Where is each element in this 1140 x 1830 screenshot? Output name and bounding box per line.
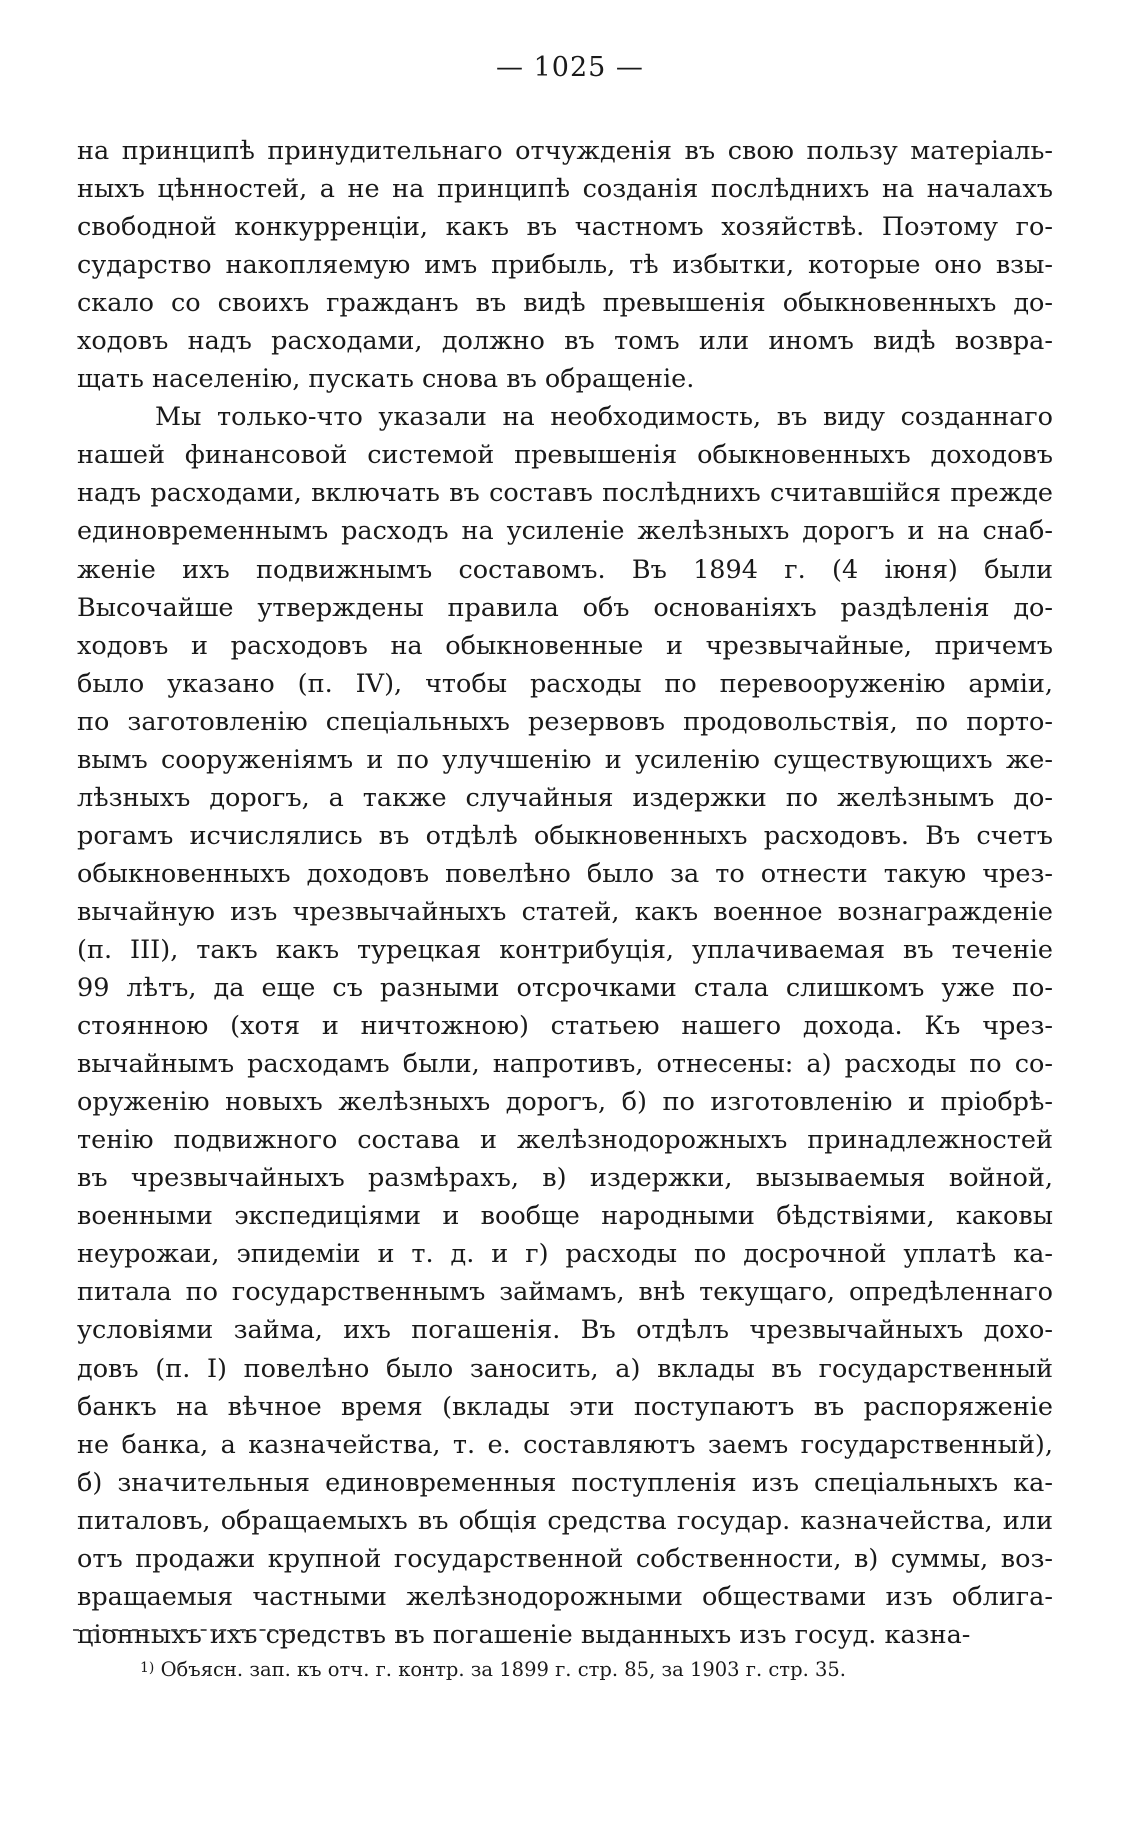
- text-line: ныхъ цѣнностей, а не на принципѣ созданія послѣднихъ на началахъ: [77, 174, 1053, 205]
- paragraph-2: [77, 398, 1053, 1654]
- text-line: на принципѣ принудительнаго отчужденія въ свою пользу матеріаль-: [77, 136, 1053, 166]
- text-line: было указано (п. IV), чтобы расходы по перевооруженію арміи,: [77, 668, 1053, 699]
- body-text: [77, 132, 1053, 1654]
- text-line: ходовъ и расходовъ на обыкновенные и чрезвычайные, причемъ: [77, 630, 1053, 661]
- footnote: [140, 1655, 846, 1685]
- text-line: щать населенію, пускать снова въ обращеніе.: [77, 364, 695, 395]
- text-line: б) значительныя единовременныя поступленія изъ спеціальныхъ ка-: [77, 1467, 1053, 1498]
- text-line: банкъ на вѣчное время (вклады эти поступаютъ въ распоряженіе: [77, 1391, 1053, 1422]
- text-line: сударство накопляемую имъ прибыль, тѣ избытки, которые оно взы-: [77, 250, 1053, 281]
- footnote-text: Объясн. зап. къ отч. г. контр. за 1899 г. стр. 85, за 1903 г. стр. 35.: [154, 1658, 846, 1681]
- text-line: лѣзныхъ дорогъ, а также случайныя издержки по желѣзнымъ до-: [77, 782, 1053, 813]
- text-line: не банка, а казначейства, т. е. составляютъ заемъ государственный),: [77, 1429, 1053, 1460]
- footnote-divider: [73, 1629, 295, 1631]
- text-line: отъ продажи крупной государственной собственности, в) суммы, воз-: [77, 1543, 1053, 1574]
- footnote-marker: 1): [140, 1660, 155, 1676]
- text-line: вымъ сооруженіямъ и по улучшенію и усиленію существующихъ же-: [77, 744, 1053, 775]
- text-line: обыкновенныхъ доходовъ повелѣно было за то отнести такую чрез-: [77, 858, 1053, 889]
- text-line: (п. III), такъ какъ турецкая контрибуція, уплачиваемая въ теченіе: [77, 934, 1053, 965]
- text-line: скало со своихъ гражданъ въ видѣ превышенія обыкновенныхъ до-: [77, 288, 1053, 319]
- page-number: — 1025 —: [496, 52, 644, 83]
- text-line: питаловъ, обращаемыхъ въ общія средства государ. казначейства, или: [77, 1505, 1053, 1536]
- text-line: рогамъ исчислялись въ отдѣлѣ обыкновенныхъ расходовъ. Въ счетъ: [77, 820, 1053, 851]
- text-line: вычайнымъ расходамъ были, напротивъ, отнесены: а) расходы по со-: [77, 1049, 1053, 1080]
- text-line: довъ (п. I) повелѣно было заносить, а) вклады въ государственный: [77, 1353, 1053, 1384]
- text-line: по заготовленію спеціальныхъ резервовъ продовольствія, по порто-: [77, 706, 1053, 737]
- text-line: ціонныхъ ихъ средствъ въ погашеніе выданныхъ изъ госуд. казна-: [77, 1619, 971, 1650]
- text-line: военными экспедиціями и вообще народными бѣдствіями, каковы: [77, 1201, 1053, 1232]
- text-line: тенію подвижного состава и желѣзнодорожныхъ принадлежностей: [77, 1125, 1053, 1156]
- text-line: женіе ихъ подвижнымъ составомъ. Въ 1894 г. (4 іюня) были: [77, 554, 1053, 585]
- text-line: условіями займа, ихъ погашенія. Въ отдѣлъ чрезвычайныхъ дохо-: [77, 1315, 1053, 1346]
- text-line: питала по государственнымъ займамъ, внѣ текущаго, опредѣленнаго: [77, 1277, 1053, 1308]
- text-line: 99 лѣтъ, да еще съ разными отсрочками стала слишкомъ уже по-: [77, 973, 1053, 1004]
- text-line: вычайную изъ чрезвычайныхъ статей, какъ военное вознагражденіе: [77, 896, 1053, 927]
- text-line: единовременнымъ расходъ на усиленіе желѣзныхъ дорогъ и на снаб-: [77, 516, 1053, 547]
- paragraph-1: [77, 132, 1053, 398]
- text-line: въ чрезвычайныхъ размѣрахъ, в) издержки, вызываемыя войной,: [77, 1163, 1053, 1194]
- text-line: Мы только-что указали на необходимость, въ виду созданнаго: [155, 402, 1053, 433]
- text-line: неурожаи, эпидеміи и т. д. и г) расходы по досрочной уплатѣ ка-: [77, 1239, 1053, 1270]
- text-line: свободной конкурренціи, какъ въ частномъ хозяйствѣ. Поэтому го-: [77, 212, 1053, 243]
- text-line: вращаемыя частными желѣзнодорожными обществами изъ облига-: [77, 1581, 1053, 1612]
- text-line: оруженію новыхъ желѣзныхъ дорогъ, б) по изготовленію и пріобрѣ-: [77, 1087, 1053, 1118]
- text-line: ходовъ надъ расходами, должно въ томъ или иномъ видѣ возвра-: [77, 326, 1053, 357]
- text-line: нашей финансовой системой превышенія обыкновенныхъ доходовъ: [77, 440, 1053, 471]
- text-line: Высочайше утверждены правила объ основаніяхъ раздѣленія до-: [77, 592, 1053, 623]
- text-line: стоянною (хотя и ничтожною) статьею нашего дохода. Къ чрез-: [77, 1011, 1053, 1042]
- text-line: надъ расходами, включать въ составъ послѣднихъ считавшійся прежде: [77, 478, 1053, 509]
